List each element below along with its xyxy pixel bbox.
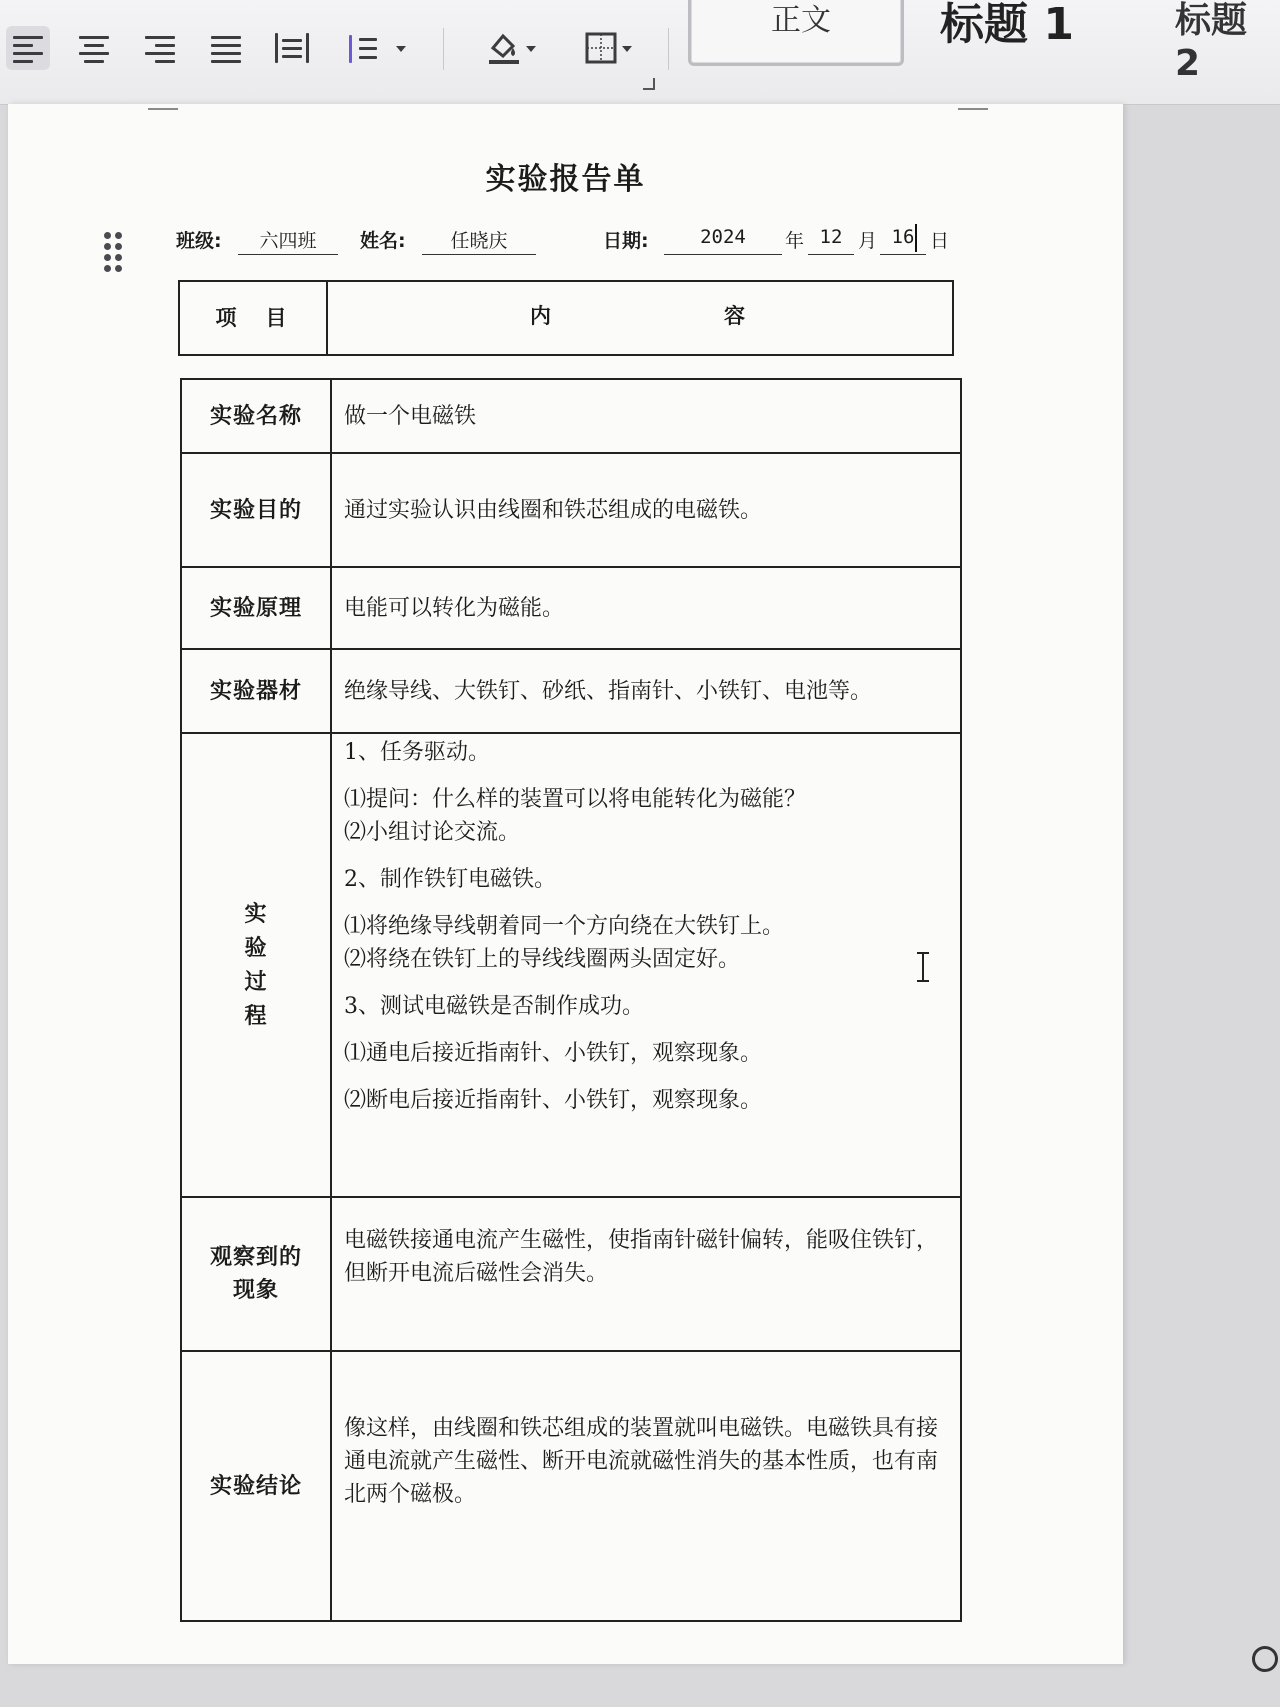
row-label-materials[interactable]: 实验器材	[181, 649, 331, 733]
name-label: 姓名:	[360, 230, 406, 252]
view-icon[interactable]	[1252, 1646, 1278, 1672]
ribbon-toolbar	[0, 0, 1280, 105]
toolbar-divider	[443, 28, 444, 70]
document-title: 实验报告单	[485, 162, 646, 197]
process-substep: ⑵将绕在铁钉上的导线线圈两头固定好。	[344, 947, 741, 972]
process-substep: ⑵小组讨论交流。	[344, 820, 521, 845]
shading-icon[interactable]	[470, 26, 540, 70]
style-normal-label: 正文	[771, 3, 831, 38]
process-label-char: 过	[244, 969, 268, 995]
table-row	[181, 453, 961, 567]
style-normal[interactable]	[688, 0, 904, 66]
align-right-icon[interactable]	[138, 26, 182, 70]
header-item[interactable]: 项 目	[179, 281, 327, 355]
process-step: 2、制作铁钉电磁铁。	[344, 867, 556, 892]
ibeam-cursor-icon	[916, 952, 930, 982]
process-substep: ⑴将绝缘导线朝着同一个方向绕在大铁钉上。	[344, 914, 785, 939]
borders-icon[interactable]	[566, 26, 636, 70]
table-row	[181, 733, 961, 1197]
row-value-conclusion[interactable]: 像这样，由线圈和铁芯组成的装置就叫电磁铁。电磁铁具有接通电流就产生磁性、断开电流就磁性消失的基本性质，也有南北两个磁极。	[331, 1351, 961, 1621]
process-substep: ⑵断电后接近指南针、小铁钉，观察现象。	[344, 1088, 763, 1113]
text-cursor	[915, 224, 917, 252]
date-year: 2024	[664, 226, 782, 255]
row-label-conclusion[interactable]: 实验结论	[181, 1351, 331, 1621]
date-day: 16	[880, 226, 926, 255]
margin-marker	[148, 108, 178, 118]
justify-icon[interactable]	[204, 26, 248, 70]
date-month: 12	[808, 226, 854, 255]
table-row	[181, 379, 961, 453]
row-label-principle[interactable]: 实验原理	[181, 567, 331, 649]
header-content-b: 容	[724, 303, 745, 328]
process-label-char: 验	[244, 934, 268, 961]
table-row	[181, 1351, 961, 1621]
table-row	[181, 567, 961, 649]
style-heading-1[interactable]: 标题 1	[940, 0, 1074, 50]
chevron-down-icon	[396, 46, 406, 52]
observation-label-line1: 观察到的	[209, 1244, 302, 1270]
toolbar-divider	[668, 28, 669, 70]
table-row	[181, 1197, 961, 1351]
process-step: 3、测试电磁铁是否制作成功。	[344, 994, 644, 1019]
align-center-icon[interactable]	[72, 26, 116, 70]
class-label: 班级:	[176, 230, 222, 252]
process-step: 1、任务驱动。	[344, 740, 490, 765]
row-value-name[interactable]: 做一个电磁铁	[331, 379, 961, 453]
style-heading-2[interactable]: 标题 2	[1175, 0, 1248, 84]
distribute-icon[interactable]	[270, 26, 314, 70]
date-day-unit: 日	[930, 230, 950, 252]
observation-label-line2: 现象	[232, 1277, 279, 1303]
process-label-char: 程	[244, 1003, 268, 1030]
class-value: 六四班	[238, 226, 338, 255]
header-content[interactable]	[327, 281, 953, 355]
paragraph-dialog-launcher-icon[interactable]	[643, 78, 655, 90]
header-content-a: 内	[530, 303, 551, 328]
margin-marker	[958, 108, 988, 118]
row-label-process[interactable]	[181, 733, 331, 1197]
document-page[interactable]	[8, 104, 1123, 1664]
chevron-down-icon	[526, 46, 536, 52]
row-label-name[interactable]: 实验名称	[181, 379, 331, 453]
align-left-icon[interactable]	[6, 26, 50, 70]
table-row	[181, 649, 961, 733]
row-value-observation[interactable]: 电磁铁接通电流产生磁性，使指南针磁针偏转，能吸住铁钉，但断开电流后磁性会消失。	[331, 1197, 961, 1351]
row-label-observation[interactable]	[181, 1197, 331, 1351]
row-value-principle[interactable]: 电能可以转化为磁能。	[331, 567, 961, 649]
date-month-unit: 月	[858, 230, 878, 252]
row-value-purpose[interactable]: 通过实验认识由线圈和铁芯组成的电磁铁。	[331, 453, 961, 567]
report-table	[180, 378, 962, 1622]
chevron-down-icon	[622, 46, 632, 52]
row-value-materials[interactable]: 绝缘导线、大铁钉、砂纸、指南针、小铁钉、电池等。	[331, 649, 961, 733]
header-table	[178, 280, 954, 356]
row-label-purpose[interactable]: 实验目的	[181, 453, 331, 567]
process-substep: ⑴通电后接近指南针、小铁钉，观察现象。	[344, 1041, 763, 1066]
name-value: 任晓庆	[422, 226, 536, 255]
date-label: 日期:	[603, 230, 649, 252]
row-value-process[interactable]	[331, 733, 961, 1197]
process-label-char: 实	[244, 900, 268, 927]
line-spacing-icon[interactable]	[340, 26, 410, 70]
date-year-unit: 年	[785, 230, 805, 252]
drag-handle-icon[interactable]	[104, 232, 128, 272]
process-substep: ⑴提问：什么样的装置可以将电能转化为磁能？	[344, 787, 807, 812]
